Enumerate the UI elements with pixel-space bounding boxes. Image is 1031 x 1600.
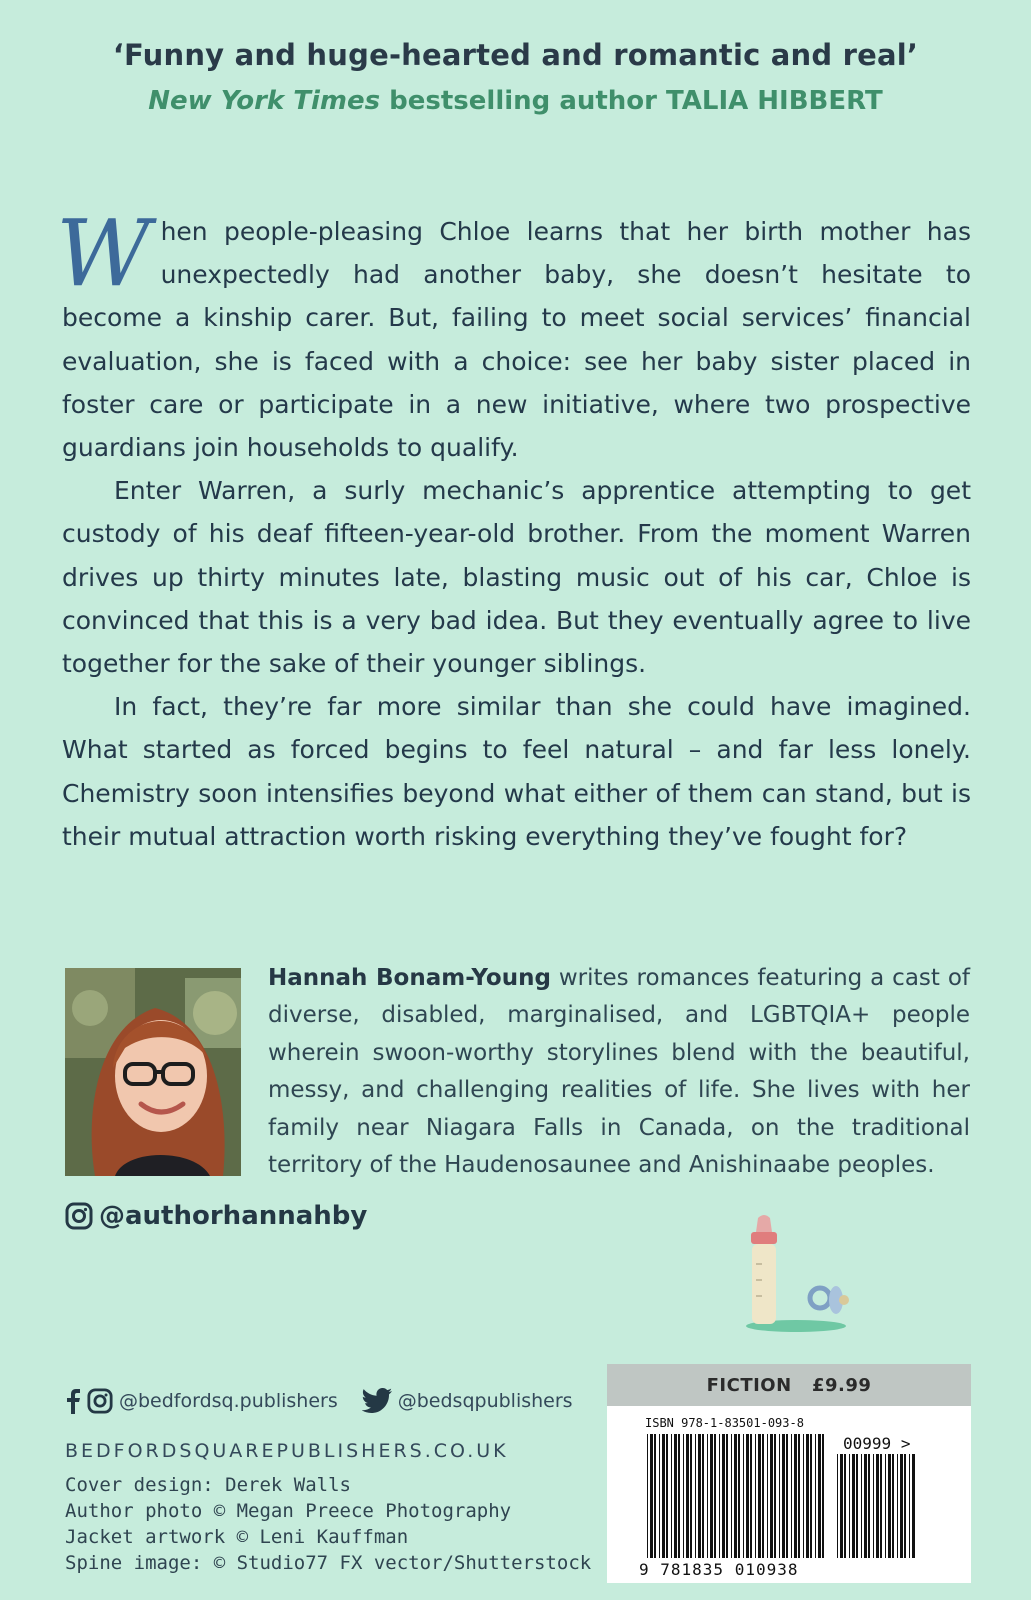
barcode-bar <box>798 1434 800 1558</box>
publisher-facebook-instagram-handle[interactable]: @bedfordsq.publishers <box>119 1390 338 1412</box>
author-instagram-text: @authorhannahby <box>99 1201 368 1231</box>
barcode-bar <box>840 1454 843 1558</box>
barcode-bar <box>794 1434 797 1558</box>
price-barcode <box>837 1454 917 1558</box>
barcode-bar <box>659 1434 660 1558</box>
barcode-panel <box>607 1364 971 1583</box>
isbn-label: ISBN 978-1-83501-093-8 <box>645 1416 804 1430</box>
price-code <box>843 1434 910 1453</box>
barcode-bar <box>734 1434 737 1558</box>
publisher-social-links <box>65 1384 573 1418</box>
publisher-website[interactable]: BEDFORDSQUAREPUBLISHERS.CO.UK <box>65 1440 509 1462</box>
barcode-bar <box>897 1454 898 1558</box>
price-code-digits: 00999 <box>843 1434 892 1453</box>
praise-source-author: bestselling author TALIA HIBBERT <box>380 86 883 116</box>
praise-source-publication: New York Times <box>148 86 381 116</box>
blurb-paragraph-3: In fact, they’re far more similar than she could have imagined. What started as forced begins to feel natural – and far less lonely. Chemistry soon intensifies beyond what either of them can stand, but is their mutual attraction worth risking everything they’ve fought for? <box>62 692 971 851</box>
price-code-arrow: > <box>900 1434 911 1453</box>
author-photo <box>65 968 241 1176</box>
barcode-bar <box>746 1434 749 1558</box>
credit-author-photo: Author photo © Megan Preece Photography <box>65 1500 512 1522</box>
barcode-bar <box>731 1434 732 1558</box>
barcode-bar <box>892 1454 894 1558</box>
barcode-bar <box>654 1434 656 1558</box>
barcode-bar <box>912 1454 915 1558</box>
barcode-bar <box>861 1454 862 1558</box>
barcode-bar <box>683 1434 684 1558</box>
barcode-bar <box>849 1454 850 1558</box>
barcode-bar <box>779 1434 780 1558</box>
author-bio-text: writes romances featuring a cast of diverse, disabled, marginalised, and LGBTQIA+ people wherein swoon-worthy storylines blend with the beautiful, messy, and challenging realities of life. She lives with her family near Niagara Falls in Canada, on the traditional territory of the Haudenosaunee and Anishinaabe peoples. <box>268 965 970 1179</box>
barcode-bar <box>707 1434 708 1558</box>
blurb-paragraph-2: Enter Warren, a surly mechanic’s apprentice attempting to get custody of his deaf fifteen-year-old brother. From the moment Warren drives up thirty minutes late, blasting music out of his car, Chloe is convinced that this is a very bad idea. But they eventually agree to live together for the sake of their younger siblings. <box>62 476 971 679</box>
barcode-bar <box>818 1434 821 1558</box>
barcode-bar <box>810 1434 812 1558</box>
credit-cover-design: Cover design: Derek Walls <box>65 1474 351 1496</box>
barcode-bar <box>774 1434 776 1558</box>
barcode-bar <box>726 1434 728 1558</box>
barcode-bar <box>666 1434 668 1558</box>
facebook-icon[interactable] <box>65 1388 81 1414</box>
barcode-bar <box>822 1434 824 1558</box>
pacifier-illustration <box>810 1286 849 1314</box>
praise-quote: ‘Funny and huge-hearted and romantic and real’ <box>112 38 919 72</box>
barcode-bar <box>710 1434 713 1558</box>
barcode-bar <box>904 1454 906 1558</box>
credit-spine-image: Spine image: © Studio77 FX vector/Shutterstock <box>65 1552 592 1574</box>
baby-bottle-illustration <box>740 1214 852 1334</box>
barcode-bar <box>803 1434 804 1558</box>
publisher-twitter-handle[interactable]: @bedsqpublishers <box>397 1390 573 1412</box>
praise-attribution <box>0 86 1031 116</box>
barcode-bar <box>900 1454 903 1558</box>
barcode-bar <box>770 1434 773 1558</box>
blurb-paragraph-1 <box>56 200 971 469</box>
barcode-bar <box>864 1454 867 1558</box>
barcode-bar <box>844 1454 846 1558</box>
barcode-bar <box>873 1454 874 1558</box>
barcode-bar <box>791 1434 792 1558</box>
barcode-bar <box>782 1434 785 1558</box>
author-instagram-handle <box>65 1198 367 1234</box>
barcode-bar <box>750 1434 752 1558</box>
barcode-bar <box>852 1454 855 1558</box>
barcode-bar <box>856 1454 858 1558</box>
blurb-paragraph-1-text: hen people-pleasing Chloe learns that her birth mother has unexpectedly had another baby, she doesn’t hesitate to become a kinship carer. But, failing to meet social services’ financial evaluation, she is faced with a choice: see her baby sister placed in foster care or participate in a new initiative, where two prospective guardians join households to qualify. <box>62 217 971 463</box>
barcode-bar <box>885 1454 886 1558</box>
instagram-icon <box>65 1202 93 1230</box>
barcode-bar <box>868 1454 870 1558</box>
barcode-bar <box>650 1434 653 1558</box>
barcode-bar <box>755 1434 756 1558</box>
category-price-band: FICTION £9.99 <box>607 1364 971 1406</box>
barcode-bar <box>698 1434 701 1558</box>
barcode-bar <box>743 1434 744 1558</box>
barcode-bar <box>909 1454 910 1558</box>
ean-digits: 9 781835 010938 <box>639 1560 799 1579</box>
barcode-bar <box>714 1434 716 1558</box>
barcode-bar <box>719 1434 720 1558</box>
barcode-bar <box>674 1434 677 1558</box>
barcode-bar <box>671 1434 672 1558</box>
barcode-bar <box>876 1454 879 1558</box>
credit-jacket-artwork: Jacket artwork © Leni Kauffman <box>65 1526 409 1548</box>
barcode-bar <box>686 1434 689 1558</box>
barcode-bar <box>815 1434 816 1558</box>
barcode-bar <box>738 1434 740 1558</box>
ean-barcode <box>647 1434 827 1558</box>
book-blurb <box>56 200 971 858</box>
author-bio <box>268 960 970 1184</box>
drop-cap: W <box>56 200 151 307</box>
barcode-bar <box>702 1434 704 1558</box>
barcode-bar <box>647 1434 648 1558</box>
barcode-bar <box>837 1454 838 1558</box>
credits-list <box>65 1472 591 1576</box>
twitter-icon[interactable] <box>362 1388 392 1414</box>
barcode-bar <box>758 1434 761 1558</box>
barcode-bar <box>678 1434 680 1558</box>
barcode-bar <box>722 1434 725 1558</box>
author-name: Hannah Bonam-Young <box>268 965 551 991</box>
barcode-bar <box>695 1434 696 1558</box>
barcode-bar <box>662 1434 665 1558</box>
barcode-bar <box>690 1434 692 1558</box>
barcode-bar <box>888 1454 891 1558</box>
instagram-icon[interactable] <box>87 1388 113 1414</box>
barcode-bar <box>762 1434 764 1558</box>
barcode-bar <box>880 1454 882 1558</box>
barcode-bar <box>786 1434 788 1558</box>
barcode-bar <box>767 1434 768 1558</box>
barcode-bar <box>806 1434 809 1558</box>
